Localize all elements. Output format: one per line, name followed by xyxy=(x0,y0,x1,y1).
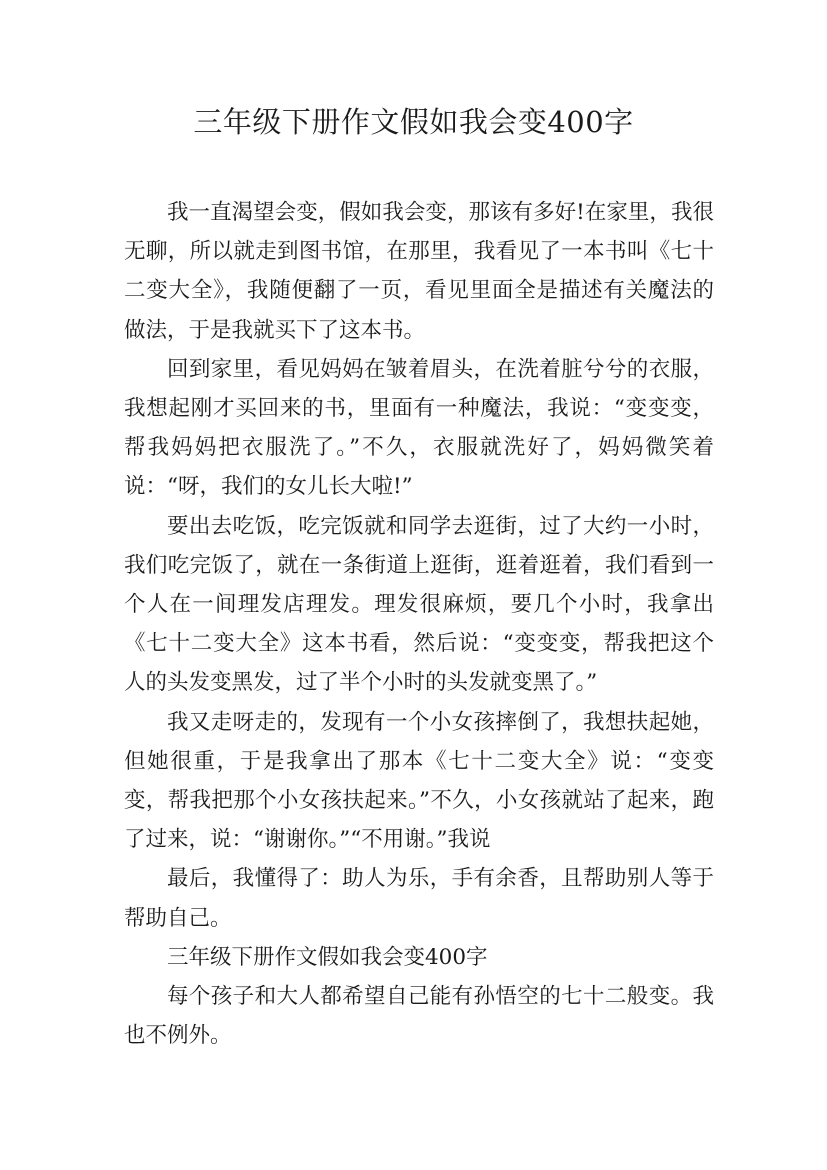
paragraph: 回到家里，看见妈妈在皱着眉头，在洗着脏兮兮的衣服，我想起刚才买回来的书，里面有一种魔法，我说：“变变变，帮我妈妈把衣服洗了。”不久，衣服就洗好了，妈妈微笑着说：“呀，我们的女儿长大啦!” xyxy=(124,356,714,500)
paragraph: 最后，我懂得了：助人为乐，手有余香，且帮助别人等于帮助自己。 xyxy=(124,866,714,931)
paragraph: 我一直渴望会变，假如我会变，那该有多好!在家里，我很无聊，所以就走到图书馆，在那里，我看见了一本书叫《七十二变大全》，我随便翻了一页，看见里面全是描述有关魔法的做法，于是我就买下了这本书。 xyxy=(124,200,714,343)
paragraph: 我又走呀走的，发现有一个小女孩摔倒了，我想扶起她，但她很重，于是我拿出了那本《七十二变大全》说：“变变变，帮我把那个小女孩扶起来。”不久，小女孩就站了起来，跑了过来，说：“谢谢你。”“不用谢。”我说 xyxy=(124,709,714,853)
paragraph: 要出去吃饭，吃完饭就和同学去逛街，过了大约一小时，我们吃完饭了，就在一条街道上逛街，逛着逛着，我们看到一个人在一间理发店理发。理发很麻烦，要几个小时，我拿出《七十二变大全》这本书看，然后说：“变变变，帮我把这个人的头发变黑发，过了半个小时的头发就变黑了。” xyxy=(124,513,714,696)
document-title: 三年级下册作文假如我会变400字 xyxy=(193,105,634,139)
paragraph: 三年级下册作文假如我会变400字 xyxy=(167,944,488,970)
paragraph: 每个孩子和大人都希望自己能有孙悟空的七十二般变。我也不例外。 xyxy=(124,984,714,1049)
document-body xyxy=(124,193,714,1055)
